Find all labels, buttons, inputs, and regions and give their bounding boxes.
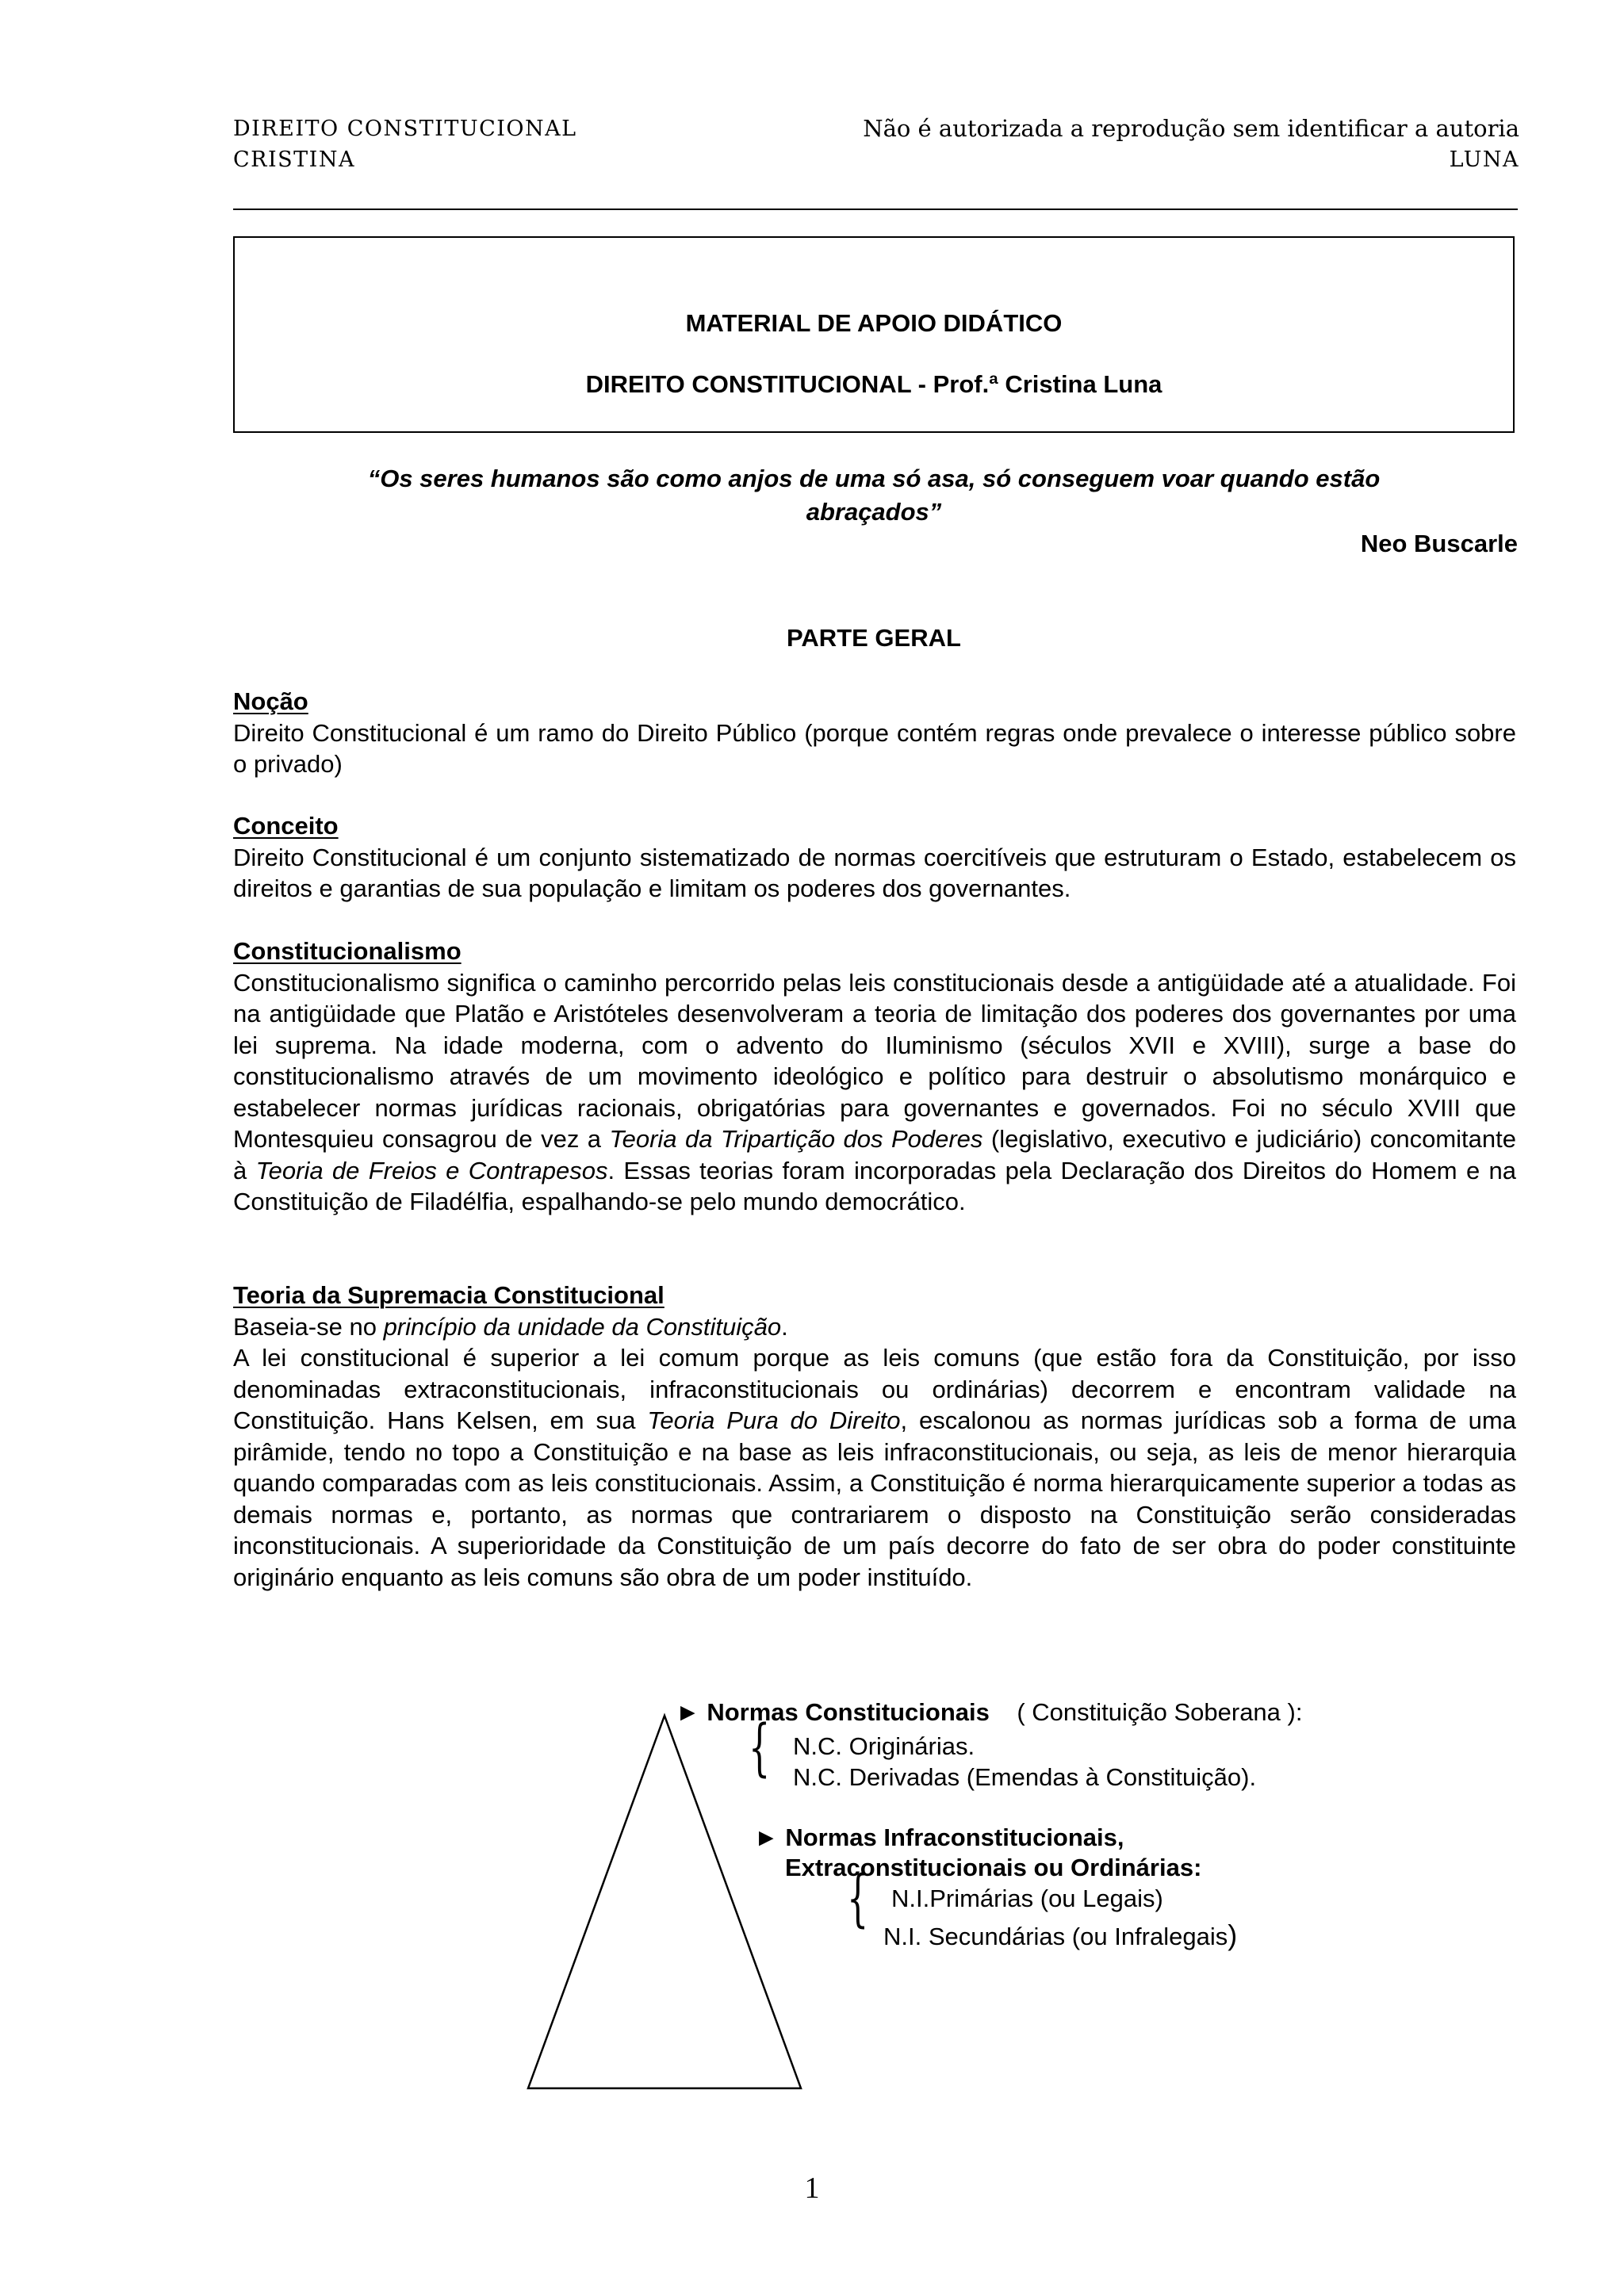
header-rule bbox=[233, 209, 1518, 210]
title-line-2: DIREITO CONSTITUCIONAL - Prof.ª Cristina Luna bbox=[585, 370, 1162, 398]
arrow-icon: ► bbox=[676, 1698, 700, 1726]
infra-item-2-text: N.I. Secundárias (ou Infralegais bbox=[883, 1923, 1228, 1950]
title-line-1: MATERIAL DE APOIO DIDÁTICO bbox=[685, 309, 1063, 337]
constitutional-item-1: N.C. Originárias. bbox=[793, 1732, 975, 1760]
constitutional-norms-title: Normas Constitucionais bbox=[707, 1698, 990, 1726]
italic-term: princípio da unidade da Constituição bbox=[383, 1312, 782, 1341]
quote-line-1: “Os seres humanos são como anjos de uma só asa, só conseguem voar quando estão bbox=[367, 465, 1381, 492]
section-heading: Teoria da Supremacia Constitucional bbox=[233, 1281, 665, 1309]
section-lead bbox=[233, 1311, 1516, 1343]
paragraph-text: . bbox=[781, 1312, 788, 1341]
part-title: PARTE GERAL bbox=[787, 624, 961, 652]
section-nocao bbox=[233, 686, 1516, 780]
section-heading: Noção bbox=[233, 687, 308, 715]
paragraph-text: Baseia-se no bbox=[233, 1312, 384, 1341]
paragraph-text: , escalonou as normas jurídicas sob a forma de uma pirâmide, tendo no topo a Constituição e na base as leis infraconstitucionais, ou seja, as leis de menor hierarquia quando comparadas com as leis constitucionais. Assim, a Constituição é norma hierarquicamente superior a todas as demais normas e, portanto, as normas que contrariarem o disposto na Constituição serão consideradas inconstitucionais. A superioridade da Constituição de um país decorre do fato de ser obra do poder constituinte originário enquanto as leis comuns são obra de um poder instituído. bbox=[233, 1406, 1516, 1591]
section-heading: Constitucionalismo bbox=[233, 937, 462, 965]
infra-norms-line bbox=[754, 1823, 1124, 1852]
header-copyright-notice: Não é autorizada a reprodução sem identificar a autoria bbox=[863, 115, 1519, 142]
title-box bbox=[233, 236, 1515, 433]
infra-item-1: N.I.Primárias (ou Legais) bbox=[891, 1885, 1163, 1912]
section-heading: Conceito bbox=[233, 812, 339, 840]
infra-norms-title: Normas Infraconstitucionais, bbox=[785, 1823, 1124, 1851]
section-paragraph: Direito Constitucional é um ramo do Direito Público (porque contém regras onde prevalece o interesse público sobre o privado) bbox=[233, 718, 1516, 778]
section-paragraph bbox=[233, 967, 1516, 1218]
section-supremacia bbox=[233, 1280, 1516, 1593]
brace-icon: { bbox=[749, 1712, 771, 1784]
section-paragraph bbox=[233, 1342, 1516, 1593]
italic-term: Teoria da Tripartição dos Poderes bbox=[609, 1125, 983, 1153]
header-left-author: CRISTINA bbox=[233, 147, 355, 172]
page-number: 1 bbox=[804, 2172, 820, 2205]
header-left-title: DIREITO CONSTITUCIONAL bbox=[233, 117, 577, 141]
paragraph-text: A lei constitucional é superior a lei comum porque as leis comuns (que estão fora da Constituição, por isso denominadas extraconstitucionais, infraconstitucionais ou ordinárias) decorrem e encontram validade na Constituição. Hans Kelsen, em sua bbox=[233, 1344, 1516, 1434]
paragraph-text: . Essas teorias foram incorporadas pela Declaração dos Direitos do Homem e na Constituição de Filadélfia, espalhando-se pelo mundo democrático. bbox=[233, 1156, 1516, 1215]
constitutional-norms-note: ( Constituição Soberana ): bbox=[1017, 1698, 1303, 1726]
quote-author: Neo Buscarle bbox=[1360, 530, 1518, 557]
paragraph-text: (legislativo, executivo e judiciário) concomitante à bbox=[233, 1125, 1516, 1184]
arrow-icon: ► bbox=[754, 1823, 779, 1851]
quote-line-2: abraçados” bbox=[806, 498, 942, 526]
section-conceito bbox=[233, 810, 1516, 905]
header-right-author: LUNA bbox=[1449, 147, 1519, 172]
italic-term: Teoria de Freios e Contrapesos bbox=[255, 1156, 608, 1184]
infra-item-2 bbox=[883, 1919, 1237, 1952]
italic-term: Teoria Pura do Direito bbox=[647, 1406, 901, 1434]
infra-norms-subtitle: Extraconstitucionais ou Ordinárias: bbox=[785, 1854, 1202, 1881]
constitutional-item-2: N.C. Derivadas (Emendas à Constituição). bbox=[793, 1763, 1257, 1791]
closing-paren: ) bbox=[1228, 1919, 1238, 1951]
brace-icon: { bbox=[847, 1863, 869, 1934]
paragraph-text: Constitucionalismo significa o caminho percorrido pelas leis constitucionais desde a antigüidade até a atualidade. Foi na antigüidade que Platão e Aristóteles desenvolveram a teoria de limitação dos poderes dos governantes por uma lei suprema. Na idade moderna, com o advento do Iluminismo (séculos XVII e XVIII), surge a base do constitucionalismo através de um movimento ideológico e político para destruir o absolutismo monárquico e estabelecer normas jurídicas racionais, obrigatórias para governantes e governados. Foi no século XVIII que Montesquieu consagrou de vez a bbox=[233, 968, 1516, 1153]
section-paragraph: Direito Constitucional é um conjunto sistematizado de normas coercitíveis que estruturam o Estado, estabelecem os direitos e garantias de sua população e limitam os poderes dos governantes. bbox=[233, 843, 1516, 902]
section-constitucionalismo bbox=[233, 936, 1516, 1218]
